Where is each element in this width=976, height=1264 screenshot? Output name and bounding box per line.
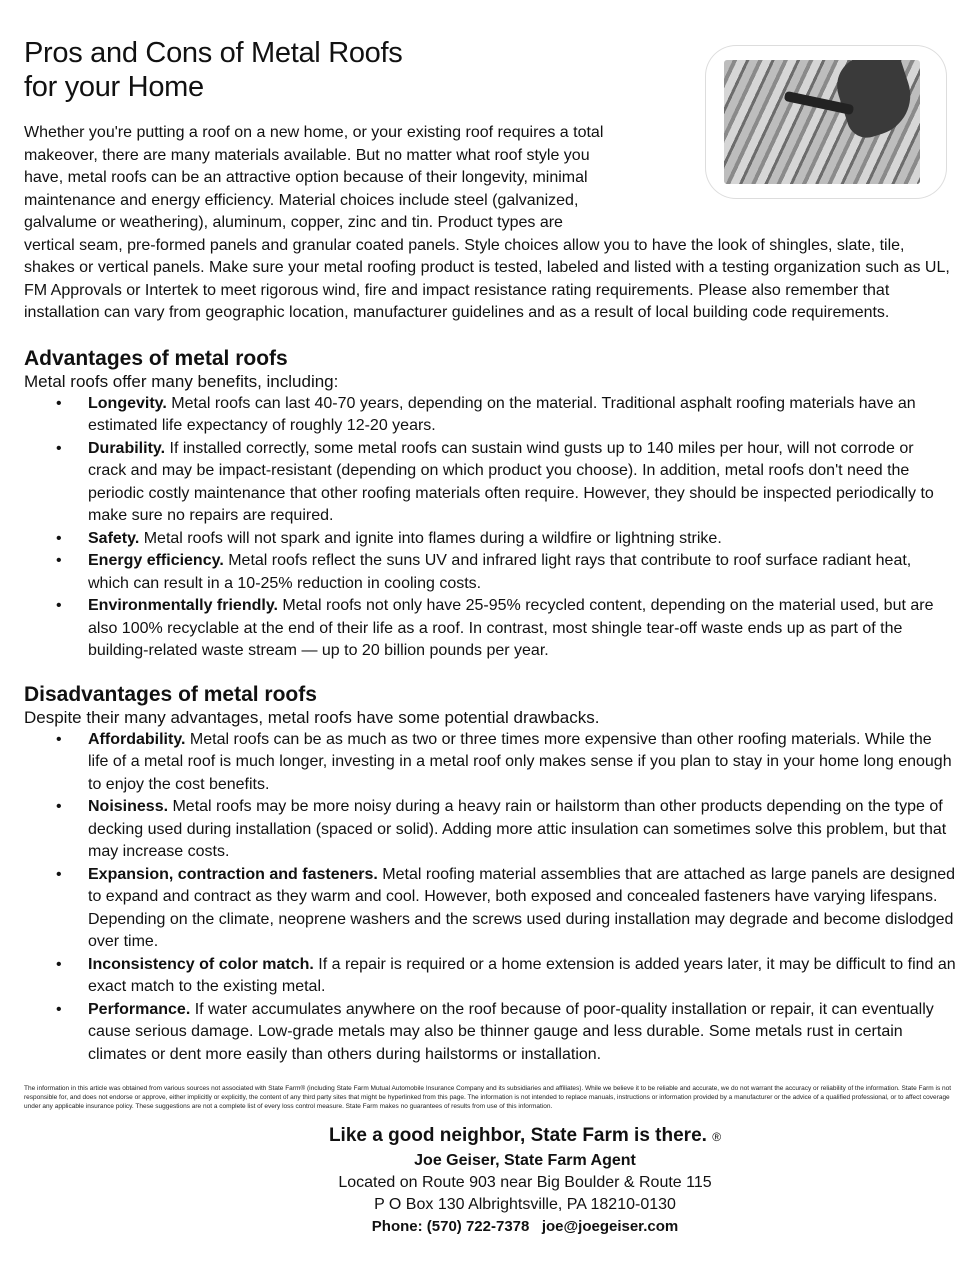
slogan [94, 1123, 956, 1150]
advantage-item-text: If installed correctly, some metal roofs can sustain wind gusts up to 140 miles per hour, will not corrode or crack and may be impact-resistant (depending on which product you choose). In addition, metal roofs don't need the periodic costly maintenance that other roofing materials often require. However, they should be inspected periodically to make sure no repairs are required. [88, 439, 934, 524]
disadvantage-item-term: Affordability. [88, 730, 186, 748]
document-page [24, 30, 956, 1238]
bullet-icon: • [56, 529, 62, 547]
disadvantages-lead: Despite their many advantages, metal roofs have some potential drawbacks. [24, 707, 600, 727]
disadvantage-item-term: Expansion, contraction and fasteners. [88, 865, 378, 883]
intro-text-narrow: Whether you're putting a roof on a new home, or your existing roof requires a total makeover, there are many materials available. But no matter what roof style you have, metal roofs can be an attractive option because of their longevity, minimal maintenance and energy efficiency. Material choices include steel (galvanized, galvalume or weathering), aluminum, copper, zinc and tin. Product types are [24, 124, 604, 231]
intro-text-wide: vertical seam, pre-formed panels and granular coated panels. Style choices allow you to have the look of shingles, slate, tile, shakes or vertical panels. Make sure your metal roofing product is tested, labeled and listed with a testing organization such as UL, FM Approvals or Intertek to meet rigorous wind, fire and impact resistance rating requirements. Please also remember that installation can vary from geographic location, manufacturer guidelines and as a result of local building code requirements. [24, 236, 950, 321]
bullet-icon: • [56, 1000, 62, 1018]
advantage-item-text: Metal roofs can last 40-70 years, depending on the material. Traditional asphalt roofing materials have an estimated life expectancy of roughly 12-20 years. [88, 394, 916, 434]
advantage-item-term: Longevity. [88, 394, 167, 412]
bullet-icon: • [56, 394, 62, 412]
disadvantage-item-text: Metal roofs may be more noisy during a heavy rain or hailstorm than other products depending on the type of decking used during installation (spaced or solid). Adding more attic insulation can sometimes solve this problem, but that may increase costs. [88, 798, 947, 860]
advantage-item [24, 528, 956, 551]
roofing-photo-frame [706, 46, 946, 198]
contact-info: Phone: (570) 722-7378 joe@joegeiser.com [371, 1218, 679, 1235]
mailing-address: P O Box 130 Albrightsville, PA 18210-0130 [374, 1196, 676, 1213]
disadvantage-item-term: Performance. [88, 1000, 191, 1018]
roofer-figure [829, 60, 920, 143]
advantage-item-term: Energy efficiency. [88, 552, 224, 569]
bullet-icon: • [56, 865, 62, 883]
bullet-icon: • [56, 439, 62, 457]
title-line-2: for your Home [24, 71, 204, 103]
bullet-icon: • [56, 597, 62, 614]
agent-name: Joe Geiser, State Farm Agent [414, 1152, 636, 1169]
disadvantage-item-text: Metal roofing material assemblies that are attached as large panels are designed to expand and contract as they warm and cool. However, both exposed and concealed fasteners have varying lifespans. Depending on the climate, neoprene washers and the screws used during installation may degrade and become dislodged over time. [88, 865, 956, 950]
advantage-item-term: Safety. [88, 529, 140, 547]
office-location: Located on Route 903 near Big Boulder & Route 115 [338, 1174, 712, 1191]
advantage-item-text: Metal roofs reflect the suns UV and infrared light rays that contribute to roof surface radiant heat, which can result in a 10-25% reduction in cooling costs. [88, 552, 912, 592]
bullet-icon: • [56, 552, 62, 569]
agent-footer [24, 1123, 956, 1238]
advantage-item [24, 595, 956, 663]
title-line-1: Pros and Cons of Metal Roofs [24, 37, 403, 69]
advantage-item-text: Metal roofs not only have 25-95% recycled content, depending on the material used, but are also 100% recyclable at the end of their life as a roof. In contrast, most shingle tear-off waste ends up as part of the building-related waste stream — up to 20 billion pounds per year. [88, 597, 934, 659]
disadvantage-item-text: If water accumulates anywhere on the roof because of poor-quality installation or repair, it can eventually cause serious damage. Low-grade metals may also be thinner gauge and less durable. Some metals rust in certain climates or dent more easily than others during hailstorms or installation. [88, 1000, 934, 1063]
disadvantage-item [24, 864, 956, 954]
disadvantage-item-term: Noisiness. [88, 798, 169, 815]
disadvantage-item [24, 954, 956, 999]
slogan-text: Like a good neighbor, State Farm is there. [328, 1125, 707, 1146]
disadvantage-item-text: If a repair is required or a home extension is added years later, it may be difficult to find an exact match to the existing metal. [88, 955, 956, 995]
advantage-item-term: Environmentally friendly. [88, 597, 278, 614]
bullet-icon: • [56, 730, 62, 748]
advantage-item [24, 438, 956, 528]
disadvantages-heading: Disadvantages of metal roofs [24, 682, 317, 706]
disadvantages-list [24, 729, 956, 1067]
disadvantage-item-term: Inconsistency of color match. [88, 955, 314, 973]
advantage-item [24, 550, 956, 595]
advantages-lead: Metal roofs offer many benefits, including: [24, 371, 339, 391]
registered-mark: ® [712, 1130, 722, 1144]
disadvantage-item [24, 729, 956, 797]
advantages-list [24, 393, 956, 663]
roofer-photo [724, 60, 920, 184]
bullet-icon: • [56, 798, 62, 815]
advantage-item-term: Durability. [88, 439, 166, 457]
advantage-item [24, 393, 956, 438]
legal-disclaimer: The information in this article was obtained from various sources not associated with State Farm® (including State Farm Mutual Automobile Insurance Company and its subsidiaries and affiliates). While we believe it to be reliable and accurate, we do not warrant the accuracy or reliability of the information. State Farm is not responsible for, and does not endorse or approve, either implicitly or explicitly, the content of any third party sites that might be hyperlinked from this page. The information is not intended to replace manuals, instructions or information provided by a manufacturer or the advice of a qualified professional, or to affect coverage under any applicable insurance policy. These suggestions are not a complete list of every loss control measure. State Farm makes no guarantees of results from use of this information. [24, 1085, 952, 1110]
advantages-heading: Advantages of metal roofs [24, 346, 288, 370]
disadvantage-item [24, 796, 956, 864]
bullet-icon: • [56, 955, 62, 973]
disadvantage-item-text: Metal roofs can be as much as two or three times more expensive than other roofing materials. While the life of a metal roof is much longer, investing in a metal roof only makes sense if you plan to stay in your home long enough to enjoy the cost benefits. [88, 730, 952, 793]
advantage-item-text: Metal roofs will not spark and ignite into flames during a wildfire or lightning strike. [139, 529, 722, 547]
disadvantage-item [24, 999, 956, 1067]
